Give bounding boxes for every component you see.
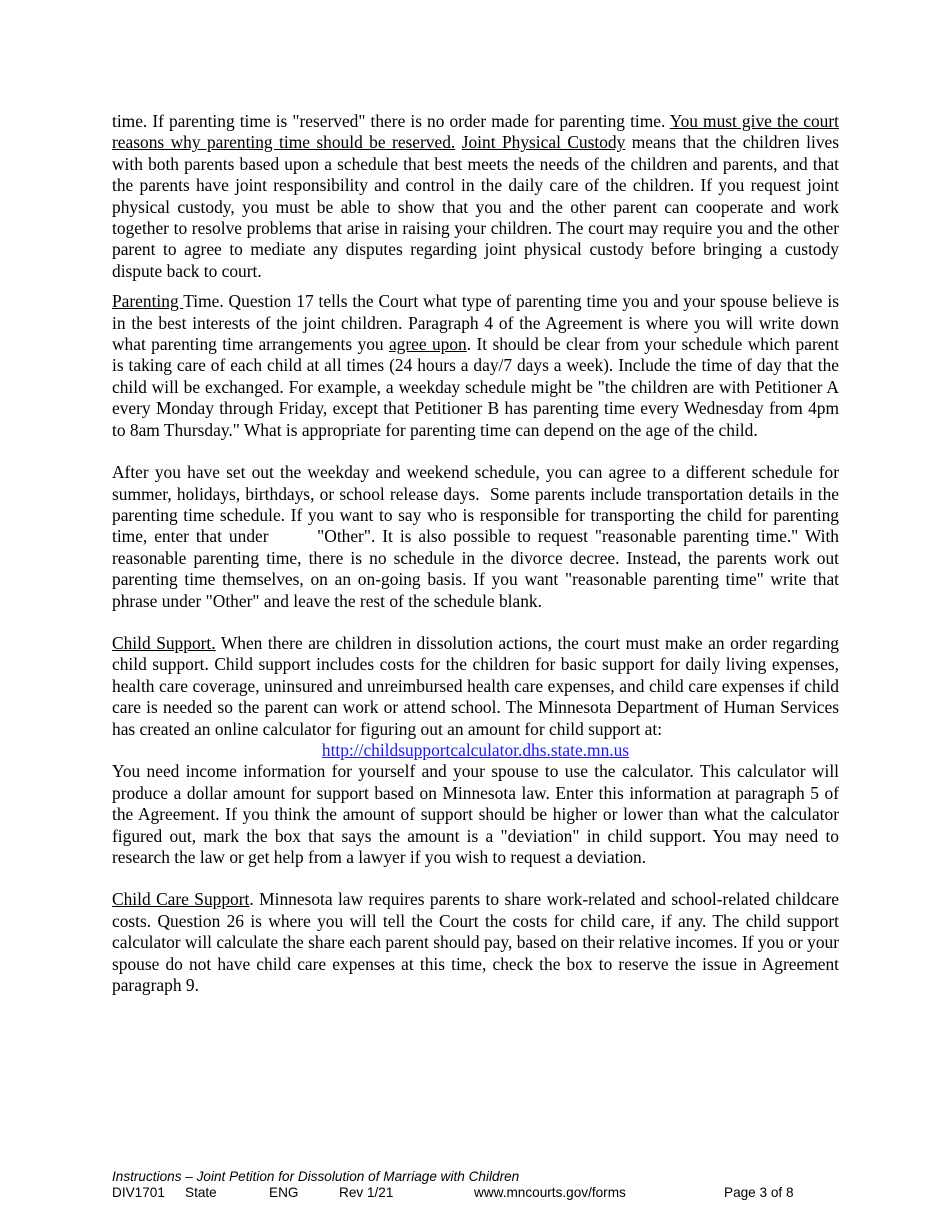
footer-page-number: Page 3 of 8 bbox=[724, 1185, 794, 1200]
paragraph-child-care-support bbox=[112, 889, 839, 996]
text-segment: means that the children lives with both parents based upon a schedule that best meets the needs of the children and parents, and that the parents have joint responsibility and control in the daily care of the children. If you request joint physical custody, you must be able to show that you and the other parent can cooperate and work together to resolve problems that arise in raising your children. The court may require you and the other parent to agree to mediate any disputes regarding joint physical custody before bringing a custody dispute back to court. bbox=[112, 132, 840, 281]
heading-joint-physical-custody: Joint Physical Custody bbox=[461, 132, 626, 153]
paragraph-joint-physical-custody bbox=[112, 111, 839, 282]
page-footer bbox=[112, 1169, 839, 1201]
heading-parenting-time: Parenting bbox=[112, 291, 184, 312]
paragraph-schedule-details bbox=[112, 462, 844, 612]
footer-revision: Rev 1/21 bbox=[339, 1185, 394, 1200]
child-support-calculator-link[interactable]: http://childsupportcalculator.dhs.state.mn.us bbox=[321, 739, 630, 760]
text-segment: You need income information for yourself and your spouse to use the calculator. This calculator will produce a dollar amount for support based on Minnesota law. Enter this information at paragraph 5 of the Agreement. If you think the amount of support should be higher or lower than what the calculator figured out, mark the box that says the amount is a "deviation" in child support. You may need to research the law or get help from a lawyer if you wish to request a deviation. bbox=[112, 761, 839, 867]
footer-form-code: DIV1701 bbox=[112, 1185, 165, 1200]
text-segment: . Minnesota law requires parents to share work-related and school-related childcare costs. Question 26 is where you will tell the Court the costs for child care, if any. The child support calculator will calculate the share each parent should pay, based on their relative incomes. If you or your spouse do not have child care expenses at this time, check the box to reserve the issue in Agreement paragraph 9. bbox=[112, 889, 839, 996]
paragraph-child-support bbox=[112, 633, 839, 740]
footer-language: ENG bbox=[269, 1185, 299, 1200]
document-body bbox=[112, 111, 844, 996]
text-segment: Time. Question 17 tells the Court what type of parenting time you and your spouse believe is in the best interests of the joint children. Paragraph 4 of the Agreement is where you will write down what parenting time arrangements you bbox=[112, 291, 840, 355]
text-segment: After you have set out the weekday and weekend schedule, you can agree to a different schedule for summer, holidays, birthdays, or school release days. Some parents include transportation details in the parenting time schedule. If you want to say who is responsible for transporting the child for parenting time, enter that under "Other". It is also possible to request "reasonable parenting time." With reasonable parenting time, there is no schedule in the divorce decree. Instead, the parents work out parenting time themselves, on an on-going basis. If you want "reasonable parenting time" write that phrase under "Other" and leave the rest of the schedule blank. bbox=[112, 462, 844, 611]
heading-child-care-support: Child Care Support bbox=[112, 889, 250, 910]
paragraph-parenting-time bbox=[112, 291, 839, 441]
calculator-link-line bbox=[112, 740, 839, 761]
footer-jurisdiction: State bbox=[185, 1185, 217, 1200]
heading-child-support: Child Support. bbox=[112, 632, 216, 653]
footer-meta-row bbox=[112, 1185, 839, 1201]
text-segment: . It should be clear from your schedule which parent is taking care of each child at all times (24 hours a day/7 days a week). Include the time of day that the child will be exchanged. For example, a weekday schedule might be "the children are with Petitioner A every Monday through Friday, except that Petitioner B has parenting time every Wednesday from 4pm to 8am Thursday." What is appropriate for parenting time can depend on the age of the child. bbox=[112, 334, 840, 440]
footer-website: www.mncourts.gov/forms bbox=[474, 1185, 626, 1200]
footer-title: Instructions – Joint Petition for Dissolution of Marriage with Children bbox=[112, 1169, 520, 1184]
underlined-text: You must give the court reasons why parenting time should be reserved. bbox=[112, 111, 839, 153]
text-segment: When there are children in dissolution actions, the court must make an order regarding child support. Child support includes costs for the children for basic support for daily living expenses, health care coverage, uninsured and unreimbursed health care expenses, and child care expenses if child care is needed so the parent can work or attend school. The Minnesota Department of Human Services has created an online calculator for figuring out an amount for child support at: bbox=[112, 632, 839, 739]
underlined-text: agree upon bbox=[388, 334, 467, 355]
text-segment: time. If parenting time is "reserved" there is no order made for parenting time. bbox=[112, 111, 670, 131]
paragraph-child-support-continued bbox=[112, 761, 839, 868]
